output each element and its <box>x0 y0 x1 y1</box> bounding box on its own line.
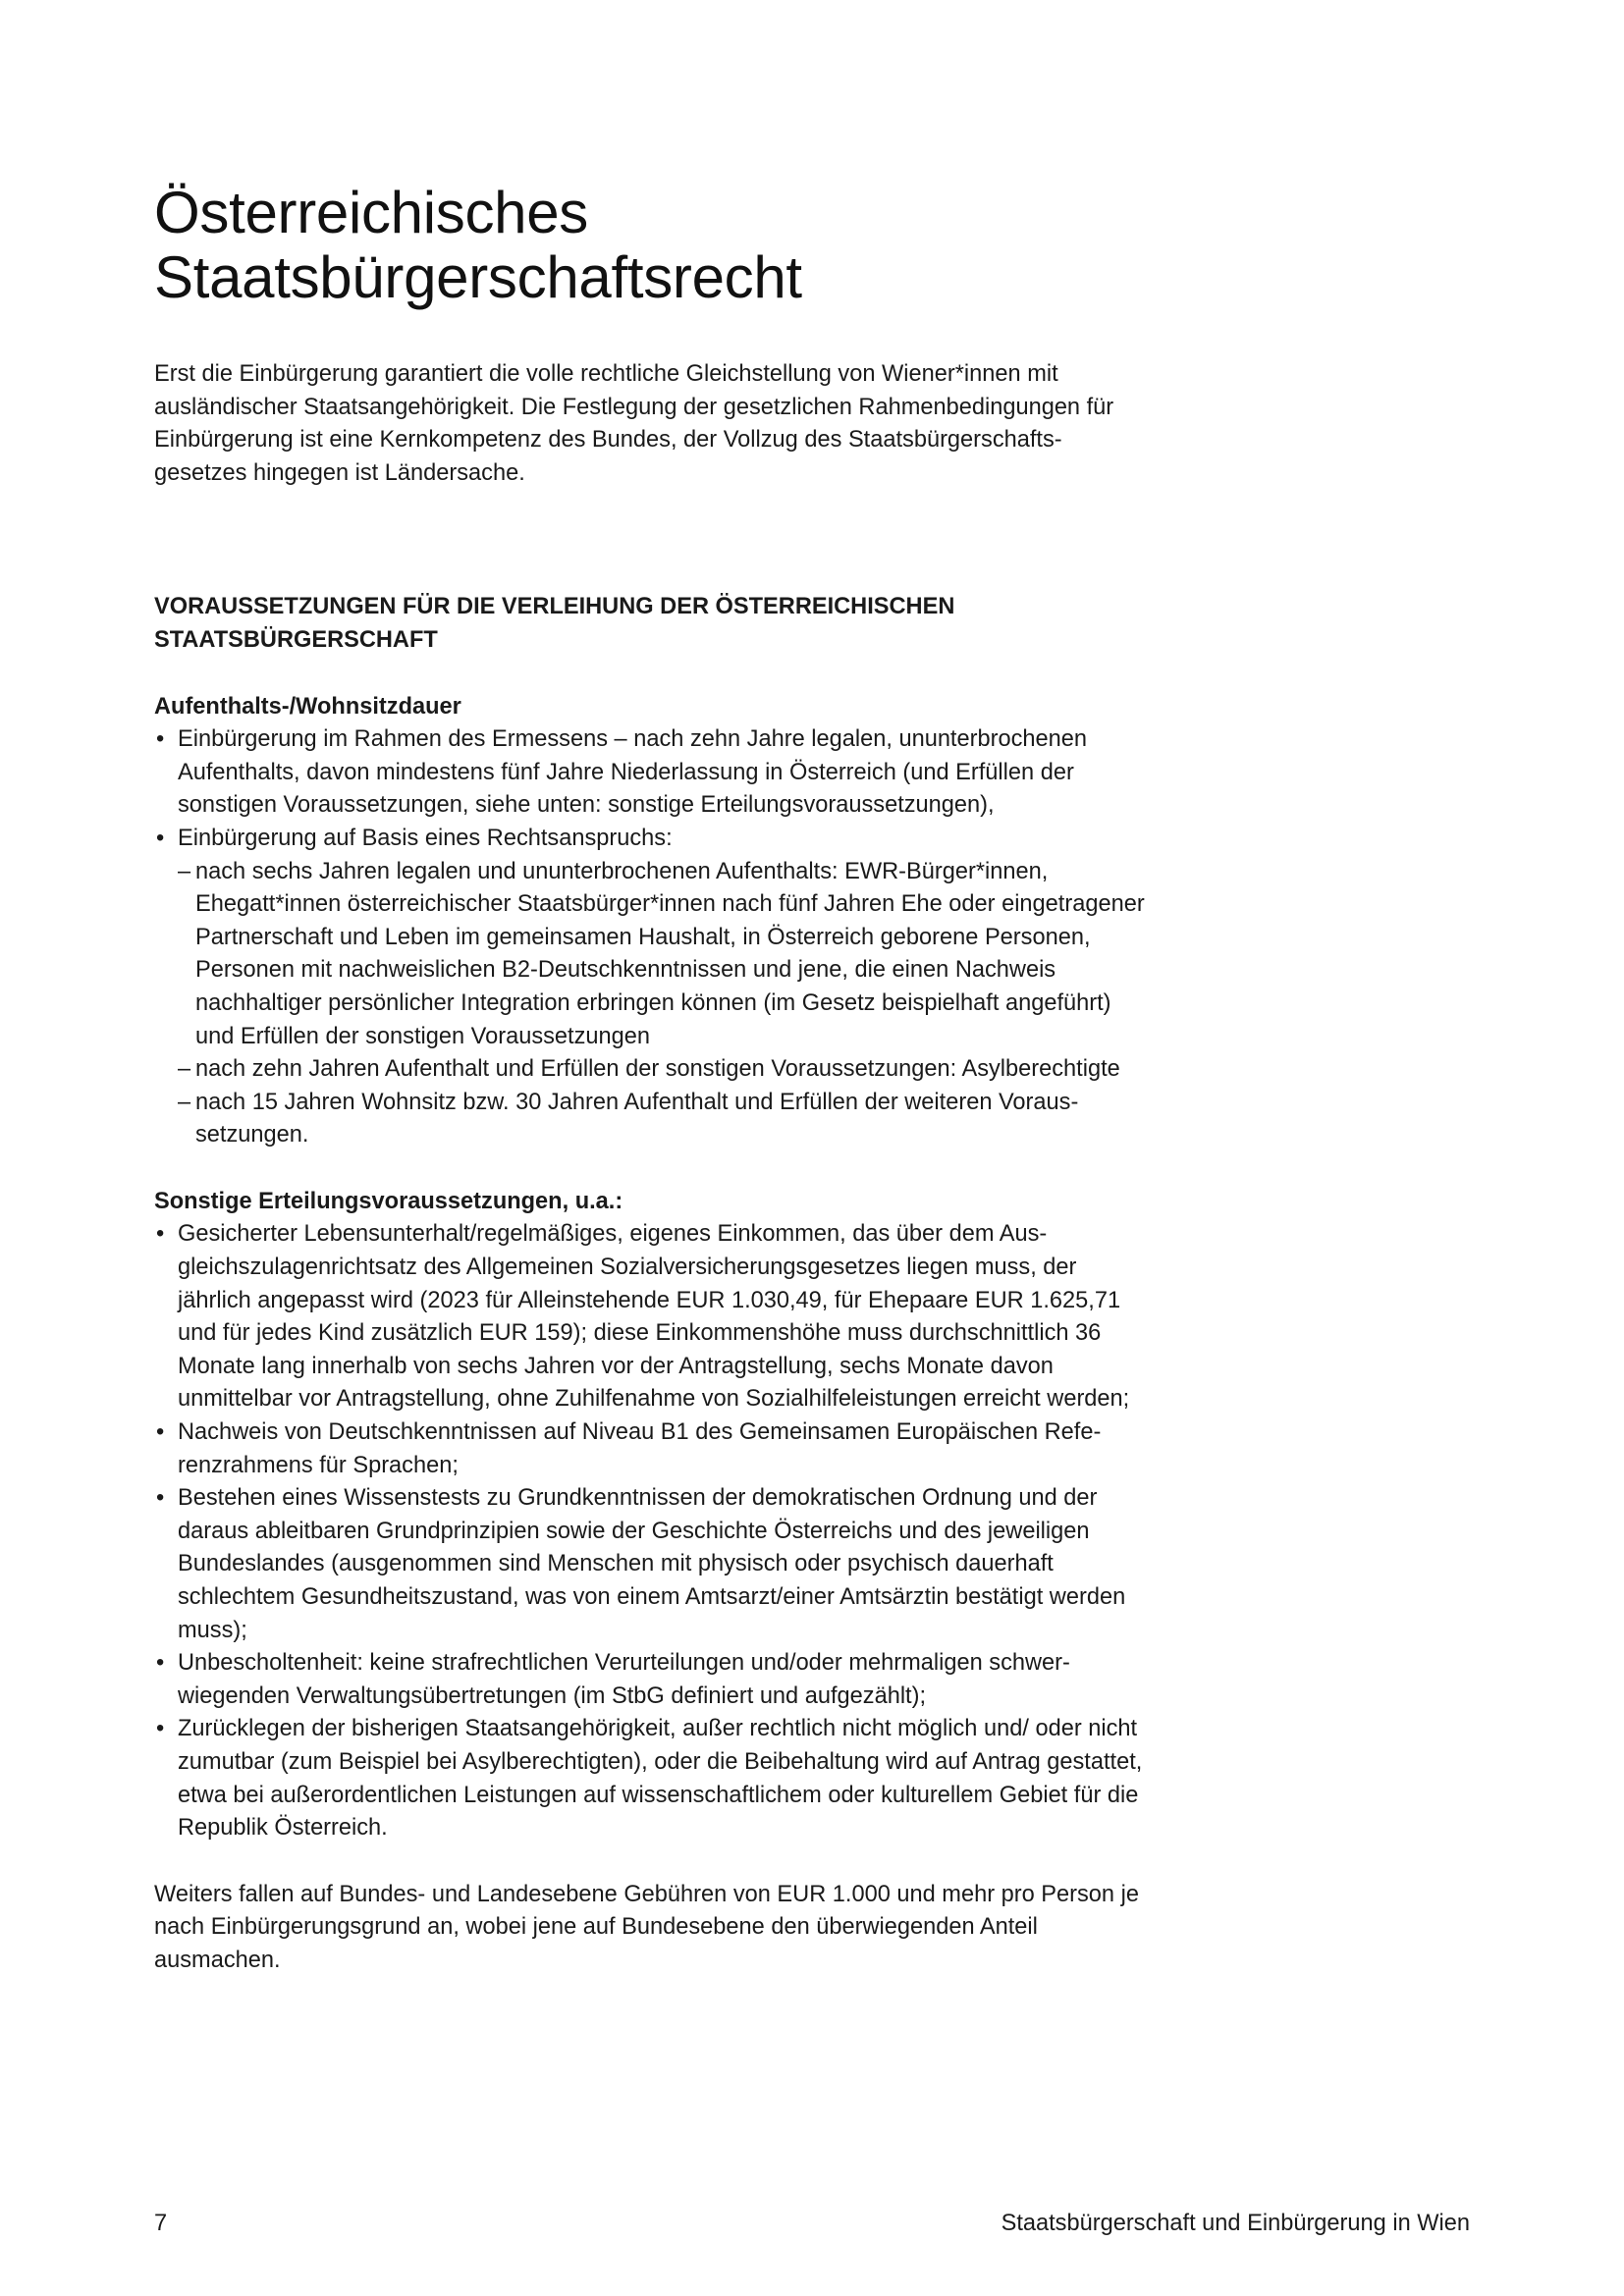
residence-heading: Aufenthalts-/Wohnsitzdauer <box>154 693 461 720</box>
main-content <box>154 358 1146 1978</box>
list-item: • Bestehen eines Wissenstests zu Grundkenntnissen der demokratischen Ordnung und der daraus ableitbaren Grundprinzipien sowie der Geschichte Österreichs und des jeweiligen Bundeslandes (ausgenommen sind Menschen mit physisch oder psychisch dauerhaft schlechtem Gesundheitszustand, was von einem Amtsarzt/einer Amtsärztin bestätigt werden muss); <box>154 1482 1146 1647</box>
footer-document-title: Staatsbürgerschaft und Einbürgerung in Wien <box>1001 2211 1470 2236</box>
list-item: • Einbürgerung im Rahmen des Ermessens – nach zehn Jahre legalen, ununterbrochenen Aufenthalts, davon mindestens fünf Jahre Niederlassung in Österreich (und Erfüllen der sonstigen Voraussetzungen, siehe unten: sonstige Erteilungsvoraussetzungen), <box>154 723 1146 823</box>
intro-paragraph: Erst die Einbürgerung garantiert die volle rechtliche Gleichstellung von Wiener*innen mit ausländischer Staatsangehörigkeit. Die Festlegung der gesetzlichen Rahmenbedingungen für Einbürgerung ist eine Kernkompetenz des Bundes, der Vollzug des Staatsbürgerschaftsgesetzes hingegen ist Ländersache. <box>154 361 1114 486</box>
list-item: • Zurücklegen der bisherigen Staatsangehörigkeit, außer rechtlich nicht möglich und/ oder nicht zumutbar (zum Beispiel bei Asylberechtigten), oder die Beibehaltung wird auf Antrag gestattet, etwa bei außerordentlichen Leistungen auf wissenschaftlichem oder kulturellem Gebiet für die Republik Österreich. <box>154 1713 1146 1844</box>
residence-list <box>154 723 1146 855</box>
other-requirements-list <box>154 1218 1146 1844</box>
sub-list-item: – nach sechs Jahren legalen und ununterbrochenen Aufenthalts: EWR-Bürger*innen, Ehegatt*innen österreichischer Staatsbürger*innen nach fünf Jahren Ehe oder eingetragener Partnerschaft und Leben im gemeinsamen Haushalt, in Österreich geborene Personen, Personen mit nachweislichen B2-Deutschkenntnissen und jene, die einen Nachweis nachhaltiger persönlicher Integration erbringen können (im Gesetz beispielhaft angeführt) und Erfüllen der sonstigen Voraussetzungen <box>178 856 1146 1054</box>
sub-list-item: – nach 15 Jahren Wohnsitz bzw. 30 Jahren Aufenthalt und Erfüllen der weiteren Voraussetzungen. <box>178 1087 1146 1152</box>
section-heading: VORAUSSETZUNGEN FÜR DIE VERLEIHUNG DER ÖSTERREICHISCHEN STAATSBÜRGERSCHAFT <box>154 594 955 653</box>
list-item: • Unbescholtenheit: keine strafrechtlichen Verurteilungen und/oder mehrmaligen schwerwiegenden Verwaltungsübertretungen (im StbG definiert und aufgezählt); <box>154 1647 1146 1713</box>
legal-claim-sublist-wrap <box>178 856 1146 1152</box>
sub-list-item: – nach zehn Jahren Aufenthalt und Erfüllen der sonstigen Voraussetzungen: Asylberechtigte <box>178 1053 1146 1087</box>
outro-paragraph: Weiters fallen auf Bundes- und Landesebene Gebühren von EUR 1.000 und mehr pro Person je nach Einbürgerungsgrund an, wobei jene auf Bundesebene den überwiegenden Anteil ausmachen. <box>154 1881 1139 1973</box>
page-title: Österreichisches Staatsbürgerschaftsrecht <box>154 180 802 310</box>
legal-claim-sublist <box>178 856 1146 1152</box>
list-item: • Gesicherter Lebensunterhalt/regelmäßiges, eigenes Einkommen, das über dem Ausgleichszulagenrichtsatz des Allgemeinen Sozialversicherungsgesetzes liegen muss, der jährlich angepasst wird (2023 für Alleinstehende EUR 1.030,49, für Ehepaare EUR 1.625,71 und für jedes Kind zusätzlich EUR 159); diese Einkommenshöhe muss durchschnittlich 36 Monate lang innerhalb von sechs Jahren vor der Antragstellung, sechs Monate davon unmittelbar vor Antragstellung, ohne Zuhilfenahme von Sozialhilfeleistungen erreicht werden; <box>154 1218 1146 1416</box>
page-number: 7 <box>154 2211 168 2236</box>
list-item: • Nachweis von Deutschkenntnissen auf Niveau B1 des Gemeinsamen Europäischen Referenzrahmens für Sprachen; <box>154 1416 1146 1482</box>
list-item <box>154 823 1146 856</box>
other-requirements-heading: Sonstige Erteilungsvoraussetzungen, u.a.: <box>154 1188 623 1214</box>
list-item-text: Einbürgerung auf Basis eines Rechtsanspruchs: <box>178 825 673 851</box>
